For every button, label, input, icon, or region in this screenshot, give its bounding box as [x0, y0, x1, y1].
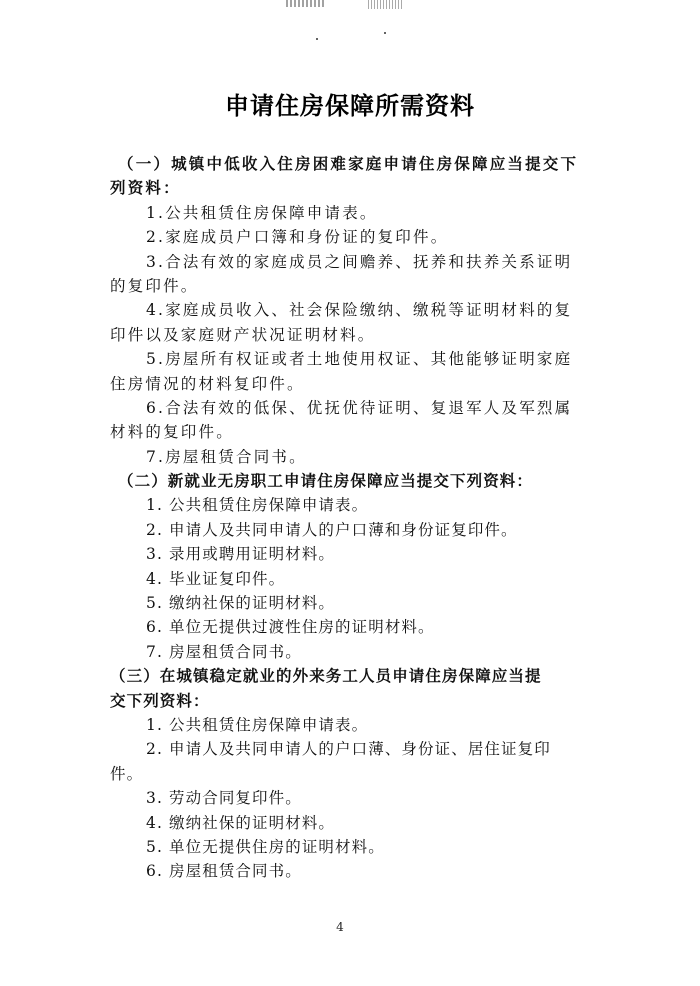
list-item-line: 的复印件。: [110, 276, 199, 295]
document-body: [110, 152, 594, 884]
scan-speck: [316, 38, 318, 40]
list-item-line: 1.公共租赁住房保障申请表。: [146, 203, 378, 222]
list-item: [110, 493, 594, 517]
page-number: 4: [336, 920, 344, 934]
section-1: [110, 152, 594, 469]
list-item: [110, 786, 594, 810]
list-item-line: 2. 申请人及共同申请人的户口薄、身份证、居住证复印: [146, 740, 551, 759]
list-item: [110, 518, 594, 542]
list-item-line: 5. 缴纳社保的证明材料。: [146, 594, 336, 613]
list-item: [110, 225, 594, 249]
list-item-line: 4. 毕业证复印件。: [146, 569, 286, 588]
section-heading-line: 交下列资料：: [110, 690, 210, 710]
list-item: [110, 445, 594, 469]
list-item-line: 6. 单位无提供过渡性住房的证明材料。: [146, 618, 435, 637]
list-item-line: 7. 房屋租赁合同书。: [146, 642, 302, 661]
document-title: 申请住房保障所需资料: [225, 92, 475, 120]
list-item-line: 3. 劳动合同复印件。: [146, 789, 302, 808]
list-item: [110, 615, 594, 639]
scan-speck: [384, 32, 386, 34]
list-item: [110, 347, 594, 396]
list-item: [110, 567, 594, 591]
list-item-line: 6. 房屋租赁合同书。: [146, 862, 302, 881]
list-item: [110, 396, 594, 445]
section-heading-line: （一）城镇中低收入住房困难家庭申请住房保障应当提交下: [118, 154, 579, 173]
list-item-line: 2.家庭成员户口簿和身份证的复印件。: [146, 228, 449, 247]
list-item-line: 3. 录用或聘用证明材料。: [146, 545, 336, 564]
list-item: [110, 250, 594, 299]
section-heading-line: （三）在城镇稳定就业的外来务工人员申请住房保障应当提: [110, 666, 542, 686]
list-item: [110, 298, 594, 347]
list-item: [110, 859, 594, 883]
scan-artifact: [286, 0, 326, 7]
scan-artifact: [368, 0, 404, 9]
list-item: [110, 835, 594, 859]
list-item-line: 件。: [110, 764, 144, 783]
section-2: [110, 469, 594, 664]
list-item: [110, 542, 594, 566]
section-heading-line: （二）新就业无房职工申请住房保障应当提交下列资料：: [118, 471, 534, 491]
list-item-line: 4. 缴纳社保的证明材料。: [146, 813, 336, 832]
section-heading-line: 列资料：: [110, 178, 181, 198]
list-item: [110, 737, 594, 786]
list-item: [110, 201, 594, 225]
list-item: [110, 640, 594, 664]
list-item-line: 印件以及家庭财产状况证明材料。: [110, 325, 376, 344]
section-3: [110, 664, 594, 884]
list-item: [110, 591, 594, 615]
list-item: [110, 811, 594, 835]
list-item: [110, 713, 594, 737]
list-item-line: 2. 申请人及共同申请人的户口薄和身份证复印件。: [146, 520, 518, 539]
list-item-line: 6.合法有效的低保、优抚优待证明、复退军人及军烈属: [146, 398, 573, 417]
list-item-line: 5.房屋所有权证或者土地使用权证、其他能够证明家庭: [146, 350, 573, 369]
list-item-line: 4.家庭成员收入、社会保险缴纳、缴税等证明材料的复: [146, 301, 573, 320]
list-item-line: 5. 单位无提供住房的证明材料。: [146, 837, 385, 856]
list-item-line: 1. 公共租赁住房保障申请表。: [146, 496, 369, 515]
list-item-line: 1. 公共租赁住房保障申请表。: [146, 715, 369, 734]
list-item-line: 7.房屋租赁合同书。: [146, 447, 307, 466]
list-item-line: 住房情况的材料复印件。: [110, 374, 305, 393]
list-item-line: 材料的复印件。: [110, 423, 234, 442]
list-item-line: 3.合法有效的家庭成员之间赡养、抚养和扶养关系证明: [146, 252, 573, 271]
